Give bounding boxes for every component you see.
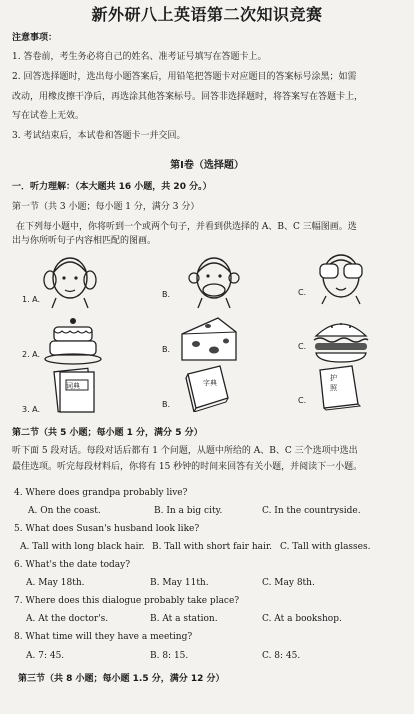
book-a-title: 词典 <box>66 382 80 390</box>
cheese-image <box>178 312 240 368</box>
section2-instruction: 听下面 5 段对话。每段对话后都有 1 个问题，从题中所给的 A、B、C 三个选项中选出 <box>12 446 358 456</box>
face-covering-ears-image <box>42 250 98 310</box>
q5-option-c: C. Tall with glasses. <box>280 542 371 552</box>
q3-option-c-label: C. <box>298 396 307 405</box>
face-covering-eyes-image <box>310 246 372 306</box>
notice-heading: 注意事项： <box>12 33 58 43</box>
q2-option-c-label: C. <box>298 342 307 351</box>
section1-heading: 第一节（共 3 小题；每小题 1 分，满分 3 分） <box>12 202 200 212</box>
q8-option-c: C. 8: 45. <box>262 651 301 661</box>
question-4: 4. Where does grandpa probably live? <box>14 488 188 498</box>
question-5: 5. What does Susan's husband look like? <box>14 524 200 534</box>
notice-item-3: 3. 考试结束后，本试卷和答题卡一并交回。 <box>12 131 186 141</box>
book-c-title: 护照 <box>330 374 337 392</box>
q7-option-c: C. At a bookshop. <box>262 614 342 624</box>
question-8: 8. What time will they have a meeting? <box>14 632 193 642</box>
q7-option-a: A. At the doctor's. <box>26 614 109 624</box>
part1-heading: 一．听力理解：（本大题共 16 小题，共 20 分。） <box>12 182 212 192</box>
q6-option-c: C. May 8th. <box>262 578 315 588</box>
q6-option-b: B. May 11th. <box>150 578 209 588</box>
hamburger-image <box>310 316 372 364</box>
exam-title: 新外研八上英语第二次知识竞赛 <box>91 5 323 24</box>
notice-item-2-cont: 改动，用橡皮擦干净后，再选涂其他答案标号。回答非选择题时，将答案写在答题卡上， <box>12 92 364 102</box>
volume-title: 第Ⅰ卷（选择题） <box>170 160 244 171</box>
section1-instruction: 在下列每小题中，你将听到一个或两个句子，并看到供选择的 A、B、C 三幅图画。选 <box>16 222 357 232</box>
q8-option-a: A. 7: 45. <box>26 651 65 661</box>
face-covering-mouth-image <box>186 250 242 310</box>
q6-option-a: A. May 18th. <box>26 578 85 588</box>
q4-option-c: C. In the countryside. <box>262 506 361 516</box>
question-6: 6. What's the date today? <box>14 560 131 570</box>
q4-option-a: A. On the coast. <box>28 506 101 516</box>
q3-option-b-label: B. <box>162 400 171 409</box>
section3-heading: 第三节（共 8 小题；每小题 1.5 分，满分 12 分） <box>18 674 225 684</box>
q3-option-a-label: 3. A. <box>22 405 41 414</box>
notice-item-2-end: 写在试卷上无效。 <box>12 111 85 121</box>
q2-option-a-label: 2. A. <box>22 350 41 359</box>
q1-option-a-label: 1. A. <box>22 295 41 304</box>
notice-item-1: 1. 答卷前，考生务必将自己的姓名、准考证号填写在答题卡上。 <box>12 52 267 62</box>
q1-option-c-label: C. <box>298 288 307 297</box>
q5-option-a: A. Tall with long black hair. <box>20 542 145 552</box>
q4-option-b: B. In a big city. <box>154 506 223 516</box>
book-b-title: 字典 <box>203 379 217 387</box>
q7-option-b: B. At a station. <box>150 614 218 624</box>
notice-item-2: 2. 回答选择题时，选出每小题答案后，用铅笔把答题卡对应题目的答案标号涂黑；如需 <box>12 72 357 82</box>
q8-option-b: B. 8: 15. <box>150 651 189 661</box>
section1-instruction-cont: 出与你所听句子内容相匹配的图画。 <box>12 236 157 246</box>
q2-option-b-label: B. <box>162 345 171 354</box>
section2-heading: 第二节（共 5 小题；每小题 1 分，满分 5 分） <box>12 428 203 438</box>
q5-option-b: B. Tall with short fair hair. <box>152 542 273 552</box>
cake-image <box>42 315 104 367</box>
q1-option-b-label: B. <box>162 290 171 299</box>
question-7: 7. Where does this dialogue probably take place? <box>14 596 240 606</box>
section2-instruction-cont: 最佳选项。听完每段材料后，你将有 15 秒钟的时间来回答有关小题，并阅读下一小题。 <box>12 462 363 472</box>
